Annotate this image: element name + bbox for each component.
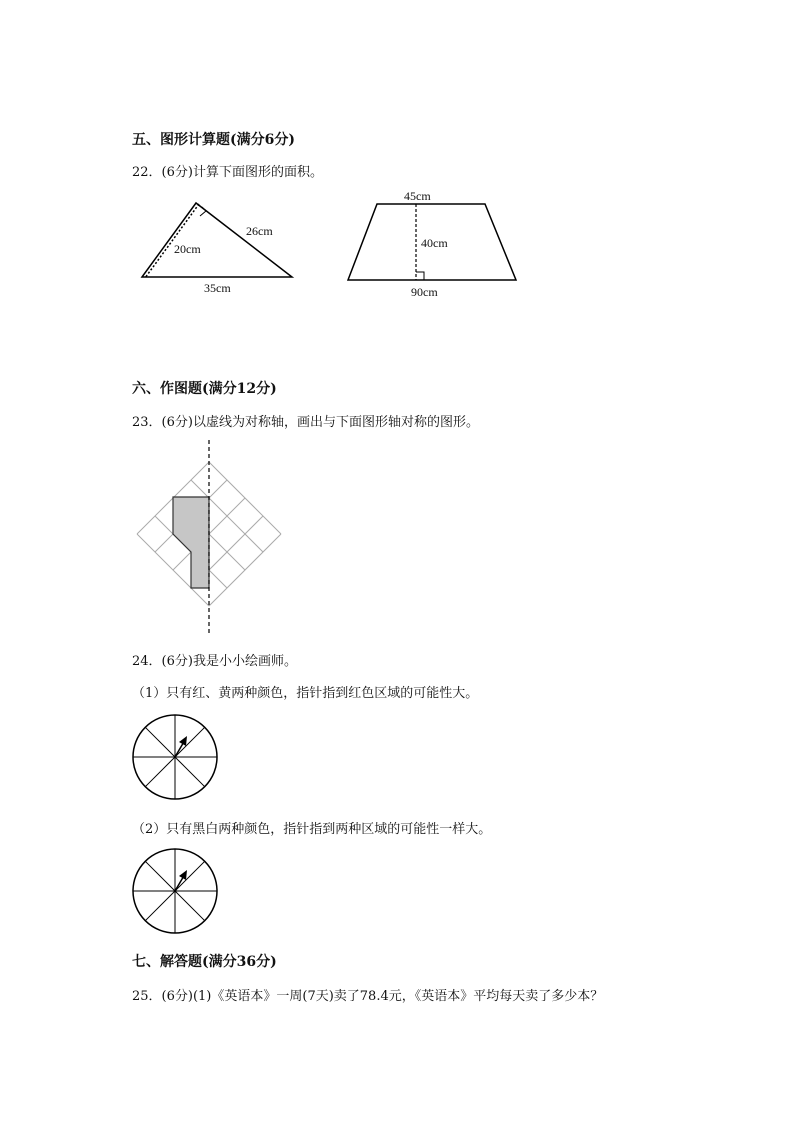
question-22-text: 22．(6分)计算下面图形的面积。: [132, 165, 323, 180]
question-23-text: 23．(6分)以虚线为对称轴，画出与下面图形轴对称的图形。: [132, 415, 479, 430]
trapezoid-bottom-label: 90cm: [411, 285, 438, 299]
triangle-base-label: 35cm: [204, 281, 231, 295]
triangle-height-label: 20cm: [174, 242, 201, 256]
question-24-part2: （2）只有黑白两种颜色，指针指到两种区域的可能性一样大。: [132, 822, 492, 837]
section7-heading: 七、解答题(满分36分): [132, 954, 277, 970]
section5-heading: 五、图形计算题(满分6分): [132, 132, 295, 148]
trapezoid-top-label: 45cm: [404, 189, 431, 203]
trapezoid-height-label: 40cm: [421, 236, 448, 250]
question-24-part1: （1）只有红、黄两种颜色，指针指到红色区域的可能性大。: [132, 686, 479, 701]
question-24-text: 24．(6分)我是小小绘画师。: [132, 654, 297, 669]
section6-heading: 六、作图题(满分12分): [132, 381, 277, 397]
question-25-text: 25．(6分)(1)《英语本》一周(7天)卖了78.4元，《英语本》平均每天卖了多少本？: [132, 989, 604, 1004]
triangle-side-label: 26cm: [246, 224, 273, 238]
